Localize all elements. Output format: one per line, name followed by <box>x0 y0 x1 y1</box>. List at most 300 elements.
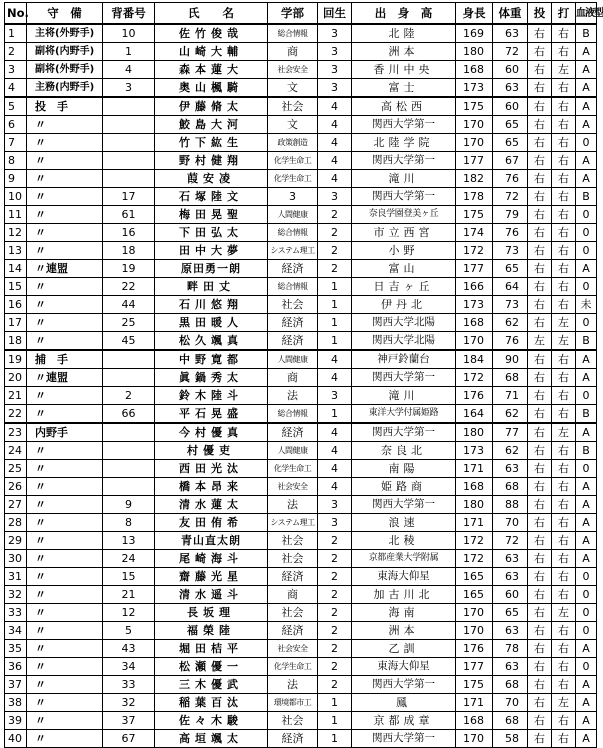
high-school-cell: 関西大学第一 <box>352 423 456 442</box>
player-name-cell: 清水遥斗 <box>155 586 268 604</box>
position-cell: 〃 <box>27 134 103 152</box>
year-cell: 1 <box>318 314 352 332</box>
weight-cell: 67 <box>493 152 528 170</box>
throws-cell: 右 <box>528 116 552 134</box>
throws-cell: 右 <box>528 568 552 586</box>
throws-cell: 右 <box>528 460 552 478</box>
weight-cell: 72 <box>493 532 528 550</box>
player-name-cell: 中野寛都 <box>155 350 268 369</box>
table-row <box>5 170 597 188</box>
department-cell: 社会 <box>268 604 318 622</box>
roster-body <box>5 24 597 748</box>
bats-cell: 左 <box>552 423 576 442</box>
throws-cell: 左 <box>528 332 552 351</box>
height-cell: 165 <box>456 568 493 586</box>
high-school-cell: 香川中央 <box>352 61 456 79</box>
height-cell: 171 <box>456 514 493 532</box>
high-school-cell: 東海大仰星 <box>352 568 456 586</box>
throws-cell: 右 <box>528 604 552 622</box>
height-cell: 172 <box>456 550 493 568</box>
player-name-cell: 野村健翔 <box>155 152 268 170</box>
blood-type-cell: 0 <box>576 622 597 640</box>
position-cell: 〃 <box>27 278 103 296</box>
position-cell: 〃連盟 <box>27 260 103 278</box>
bats-cell: 右 <box>552 387 576 405</box>
weight-cell: 63 <box>493 658 528 676</box>
blood-type-cell: 0 <box>576 604 597 622</box>
player-name-cell: 森本蓮大 <box>155 61 268 79</box>
height-cell: 170 <box>456 332 493 351</box>
table-row <box>5 568 597 586</box>
player-name-cell: 竹下紘生 <box>155 134 268 152</box>
department-cell: 政策創造 <box>268 134 318 152</box>
year-cell: 2 <box>318 604 352 622</box>
blood-type-cell: A <box>576 694 597 712</box>
uniform-number-cell: 5 <box>103 622 155 640</box>
department-cell: 人間健康 <box>268 206 318 224</box>
throws-cell: 右 <box>528 478 552 496</box>
weight-cell: 76 <box>493 170 528 188</box>
height-cell: 180 <box>456 423 493 442</box>
bats-cell: 右 <box>552 550 576 568</box>
height-cell: 177 <box>456 152 493 170</box>
player-name-cell: 橋本昂来 <box>155 478 268 496</box>
year-cell: 4 <box>318 116 352 134</box>
weight-cell: 79 <box>493 206 528 224</box>
header-name: 氏 名 <box>155 3 268 25</box>
height-cell: 171 <box>456 694 493 712</box>
throws-cell: 右 <box>528 152 552 170</box>
department-cell: 社会 <box>268 296 318 314</box>
department-cell: 経済 <box>268 730 318 748</box>
year-cell: 1 <box>318 332 352 351</box>
bats-cell: 右 <box>552 712 576 730</box>
throws-cell: 右 <box>528 550 552 568</box>
height-cell: 173 <box>456 79 493 98</box>
throws-cell: 右 <box>528 350 552 369</box>
year-cell: 2 <box>318 622 352 640</box>
header-position: 守 備 <box>27 3 103 25</box>
bats-cell: 右 <box>552 79 576 98</box>
height-cell: 170 <box>456 622 493 640</box>
year-cell: 1 <box>318 712 352 730</box>
weight-cell: 62 <box>493 314 528 332</box>
year-cell: 1 <box>318 278 352 296</box>
department-cell: 総合情報 <box>268 405 318 424</box>
player-name-cell: 稲葉百汰 <box>155 694 268 712</box>
high-school-cell: 関西大学第一 <box>352 369 456 387</box>
position-cell: 〃 <box>27 676 103 694</box>
height-cell: 172 <box>456 369 493 387</box>
department-cell: 3 <box>268 188 318 206</box>
weight-cell: 65 <box>493 134 528 152</box>
height-cell: 172 <box>456 242 493 260</box>
row-number: 32 <box>5 586 27 604</box>
player-name-cell: 青山直太朗 <box>155 532 268 550</box>
player-name-cell: 畔田丈 <box>155 278 268 296</box>
position-cell: 〃 <box>27 206 103 224</box>
high-school-cell: 高松西 <box>352 97 456 116</box>
uniform-number-cell: 45 <box>103 332 155 351</box>
high-school-cell: 関西大学第一 <box>352 116 456 134</box>
blood-type-cell: A <box>576 260 597 278</box>
throws-cell: 右 <box>528 296 552 314</box>
throws-cell: 右 <box>528 514 552 532</box>
high-school-cell: 乙訓 <box>352 640 456 658</box>
weight-cell: 76 <box>493 332 528 351</box>
uniform-number-cell: 2 <box>103 387 155 405</box>
table-row <box>5 152 597 170</box>
player-name-cell: 梅田晃聖 <box>155 206 268 224</box>
table-row <box>5 61 597 79</box>
blood-type-cell: B <box>576 332 597 351</box>
height-cell: 177 <box>456 658 493 676</box>
weight-cell: 68 <box>493 478 528 496</box>
height-cell: 171 <box>456 460 493 478</box>
player-name-cell: 今村優真 <box>155 423 268 442</box>
player-name-cell: 鈴木陸斗 <box>155 387 268 405</box>
high-school-cell: 奈良学園登美ヶ丘 <box>352 206 456 224</box>
height-cell: 178 <box>456 188 493 206</box>
table-row <box>5 224 597 242</box>
blood-type-cell: A <box>576 79 597 98</box>
department-cell: 社会安全 <box>268 61 318 79</box>
height-cell: 170 <box>456 134 493 152</box>
department-cell: 総合情報 <box>268 278 318 296</box>
department-cell: 社会 <box>268 97 318 116</box>
weight-cell: 68 <box>493 369 528 387</box>
height-cell: 180 <box>456 43 493 61</box>
table-row <box>5 423 597 442</box>
high-school-cell: 南陽 <box>352 460 456 478</box>
player-name-cell: 眞鍋秀太 <box>155 369 268 387</box>
year-cell: 2 <box>318 550 352 568</box>
uniform-number-cell <box>103 152 155 170</box>
throws-cell: 右 <box>528 730 552 748</box>
bats-cell: 右 <box>552 24 576 43</box>
year-cell: 1 <box>318 730 352 748</box>
player-name-cell: 下田弘太 <box>155 224 268 242</box>
row-number: 21 <box>5 387 27 405</box>
table-row <box>5 387 597 405</box>
blood-type-cell: A <box>576 369 597 387</box>
blood-type-cell: A <box>576 496 597 514</box>
header-bats: 打 <box>552 3 576 25</box>
row-number: 1 <box>5 24 27 43</box>
player-name-cell: 松瀬優一 <box>155 658 268 676</box>
bats-cell: 右 <box>552 278 576 296</box>
weight-cell: 88 <box>493 496 528 514</box>
weight-cell: 65 <box>493 604 528 622</box>
row-number: 13 <box>5 242 27 260</box>
table-row <box>5 134 597 152</box>
position-cell: 捕 手 <box>27 350 103 369</box>
high-school-cell: 神戸鈴蘭台 <box>352 350 456 369</box>
department-cell: 化学生命工 <box>268 170 318 188</box>
department-cell: 総合情報 <box>268 24 318 43</box>
table-row <box>5 405 597 424</box>
weight-cell: 60 <box>493 586 528 604</box>
bats-cell: 右 <box>552 350 576 369</box>
bats-cell: 右 <box>552 369 576 387</box>
blood-type-cell: A <box>576 712 597 730</box>
player-name-cell: 三木優武 <box>155 676 268 694</box>
height-cell: 170 <box>456 116 493 134</box>
position-cell: 〃 <box>27 332 103 351</box>
header-throws: 投 <box>528 3 552 25</box>
table-row <box>5 676 597 694</box>
weight-cell: 63 <box>493 460 528 478</box>
uniform-number-cell: 12 <box>103 604 155 622</box>
blood-type-cell: A <box>576 423 597 442</box>
height-cell: 175 <box>456 676 493 694</box>
row-number: 40 <box>5 730 27 748</box>
player-name-cell: 村優吏 <box>155 442 268 460</box>
bats-cell: 右 <box>552 170 576 188</box>
year-cell: 2 <box>318 568 352 586</box>
blood-type-cell: B <box>576 24 597 43</box>
department-cell: 化学生命工 <box>268 460 318 478</box>
year-cell: 2 <box>318 532 352 550</box>
height-cell: 170 <box>456 604 493 622</box>
position-cell: 〃 <box>27 568 103 586</box>
blood-type-cell: 0 <box>576 242 597 260</box>
weight-cell: 65 <box>493 116 528 134</box>
year-cell: 3 <box>318 496 352 514</box>
table-row <box>5 314 597 332</box>
height-cell: 168 <box>456 61 493 79</box>
row-number: 18 <box>5 332 27 351</box>
blood-type-cell: A <box>576 61 597 79</box>
table-row <box>5 43 597 61</box>
row-number: 3 <box>5 61 27 79</box>
header-department: 学部 <box>268 3 318 25</box>
row-number: 23 <box>5 423 27 442</box>
high-school-cell: 洲本 <box>352 622 456 640</box>
weight-cell: 64 <box>493 278 528 296</box>
department-cell: 法 <box>268 496 318 514</box>
throws-cell: 右 <box>528 278 552 296</box>
row-number: 30 <box>5 550 27 568</box>
uniform-number-cell: 13 <box>103 532 155 550</box>
table-row <box>5 496 597 514</box>
department-cell: 商 <box>268 43 318 61</box>
position-cell: 〃 <box>27 550 103 568</box>
height-cell: 170 <box>456 730 493 748</box>
height-cell: 184 <box>456 350 493 369</box>
year-cell: 4 <box>318 152 352 170</box>
row-number: 34 <box>5 622 27 640</box>
year-cell: 3 <box>318 61 352 79</box>
table-row <box>5 658 597 676</box>
bats-cell: 右 <box>552 206 576 224</box>
table-row <box>5 604 597 622</box>
department-cell: 環境都市工 <box>268 694 318 712</box>
row-number: 6 <box>5 116 27 134</box>
throws-cell: 右 <box>528 369 552 387</box>
table-row <box>5 242 597 260</box>
table-row <box>5 550 597 568</box>
uniform-number-cell: 1 <box>103 43 155 61</box>
table-row <box>5 188 597 206</box>
department-cell: 社会 <box>268 532 318 550</box>
blood-type-cell: 0 <box>576 314 597 332</box>
throws-cell: 右 <box>528 405 552 424</box>
weight-cell: 77 <box>493 423 528 442</box>
height-cell: 164 <box>456 405 493 424</box>
row-number: 10 <box>5 188 27 206</box>
position-cell: 〃 <box>27 242 103 260</box>
throws-cell: 右 <box>528 712 552 730</box>
uniform-number-cell: 44 <box>103 296 155 314</box>
height-cell: 173 <box>456 442 493 460</box>
header-year: 回生 <box>318 3 352 25</box>
row-number: 28 <box>5 514 27 532</box>
throws-cell: 右 <box>528 676 552 694</box>
department-cell: 社会 <box>268 550 318 568</box>
position-cell: 投 手 <box>27 97 103 116</box>
player-name-cell: 西田光汰 <box>155 460 268 478</box>
player-name-cell: 福榮陸 <box>155 622 268 640</box>
bats-cell: 右 <box>552 676 576 694</box>
height-cell: 180 <box>456 496 493 514</box>
year-cell: 2 <box>318 658 352 676</box>
row-number: 35 <box>5 640 27 658</box>
row-number: 16 <box>5 296 27 314</box>
header-height: 身長 <box>456 3 493 25</box>
throws-cell: 右 <box>528 134 552 152</box>
throws-cell: 右 <box>528 61 552 79</box>
high-school-cell: 関西大学第一 <box>352 676 456 694</box>
blood-type-cell: A <box>576 170 597 188</box>
uniform-number-cell: 10 <box>103 24 155 43</box>
year-cell: 1 <box>318 694 352 712</box>
year-cell: 4 <box>318 369 352 387</box>
player-name-cell: 山崎大輔 <box>155 43 268 61</box>
height-cell: 182 <box>456 170 493 188</box>
blood-type-cell: B <box>576 405 597 424</box>
department-cell: システム理工 <box>268 242 318 260</box>
year-cell: 3 <box>318 387 352 405</box>
high-school-cell: 滝川 <box>352 170 456 188</box>
bats-cell: 右 <box>552 496 576 514</box>
high-school-cell: 北稜 <box>352 532 456 550</box>
blood-type-cell: A <box>576 152 597 170</box>
table-row <box>5 260 597 278</box>
row-number: 33 <box>5 604 27 622</box>
high-school-cell: 富士 <box>352 79 456 98</box>
blood-type-cell: A <box>576 43 597 61</box>
throws-cell: 右 <box>528 79 552 98</box>
player-name-cell: 奥山楓騎 <box>155 79 268 98</box>
height-cell: 165 <box>456 586 493 604</box>
row-number: 29 <box>5 532 27 550</box>
weight-cell: 71 <box>493 387 528 405</box>
row-number: 9 <box>5 170 27 188</box>
year-cell: 4 <box>318 442 352 460</box>
department-cell: 総合情報 <box>268 224 318 242</box>
throws-cell: 右 <box>528 496 552 514</box>
uniform-number-cell: 3 <box>103 79 155 98</box>
table-row <box>5 640 597 658</box>
uniform-number-cell <box>103 442 155 460</box>
position-cell: 〃 <box>27 730 103 748</box>
position-cell: 〃 <box>27 514 103 532</box>
bats-cell: 右 <box>552 405 576 424</box>
throws-cell: 右 <box>528 206 552 224</box>
player-name-cell: 平石晃盛 <box>155 405 268 424</box>
high-school-cell: 小野 <box>352 242 456 260</box>
table-row <box>5 478 597 496</box>
weight-cell: 76 <box>493 224 528 242</box>
position-cell: 〃 <box>27 532 103 550</box>
height-cell: 168 <box>456 314 493 332</box>
uniform-number-cell: 67 <box>103 730 155 748</box>
player-name-cell: 葭安凌 <box>155 170 268 188</box>
table-row <box>5 460 597 478</box>
throws-cell: 右 <box>528 224 552 242</box>
uniform-number-cell: 32 <box>103 694 155 712</box>
position-cell: 〃 <box>27 170 103 188</box>
height-cell: 172 <box>456 532 493 550</box>
department-cell: 文 <box>268 116 318 134</box>
height-cell: 173 <box>456 296 493 314</box>
position-cell: 主将(外野手) <box>27 24 103 43</box>
department-cell: 法 <box>268 387 318 405</box>
height-cell: 174 <box>456 224 493 242</box>
weight-cell: 78 <box>493 640 528 658</box>
year-cell: 3 <box>318 43 352 61</box>
header-no: No. <box>5 3 27 25</box>
year-cell: 4 <box>318 350 352 369</box>
position-cell: 〃 <box>27 640 103 658</box>
row-number: 15 <box>5 278 27 296</box>
row-number: 39 <box>5 712 27 730</box>
bats-cell: 右 <box>552 442 576 460</box>
blood-type-cell: A <box>576 350 597 369</box>
row-number: 20 <box>5 369 27 387</box>
uniform-number-cell: 22 <box>103 278 155 296</box>
position-cell: 〃 <box>27 622 103 640</box>
throws-cell: 右 <box>528 170 552 188</box>
department-cell: 人間健康 <box>268 442 318 460</box>
throws-cell: 右 <box>528 622 552 640</box>
throws-cell: 右 <box>528 43 552 61</box>
player-name-cell: 原田勇一朗 <box>155 260 268 278</box>
bats-cell: 左 <box>552 61 576 79</box>
throws-cell: 右 <box>528 97 552 116</box>
year-cell: 2 <box>318 206 352 224</box>
high-school-cell: 加古川北 <box>352 586 456 604</box>
department-cell: 法 <box>268 676 318 694</box>
weight-cell: 68 <box>493 676 528 694</box>
year-cell: 4 <box>318 423 352 442</box>
table-row <box>5 730 597 748</box>
uniform-number-cell: 4 <box>103 61 155 79</box>
table-row <box>5 694 597 712</box>
weight-cell: 70 <box>493 694 528 712</box>
blood-type-cell: 0 <box>576 134 597 152</box>
year-cell: 2 <box>318 640 352 658</box>
throws-cell: 右 <box>528 188 552 206</box>
position-cell: 〃 <box>27 405 103 424</box>
year-cell: 3 <box>318 79 352 98</box>
uniform-number-cell: 15 <box>103 568 155 586</box>
department-cell: 経済 <box>268 423 318 442</box>
bats-cell: 右 <box>552 532 576 550</box>
table-row <box>5 278 597 296</box>
uniform-number-cell: 43 <box>103 640 155 658</box>
